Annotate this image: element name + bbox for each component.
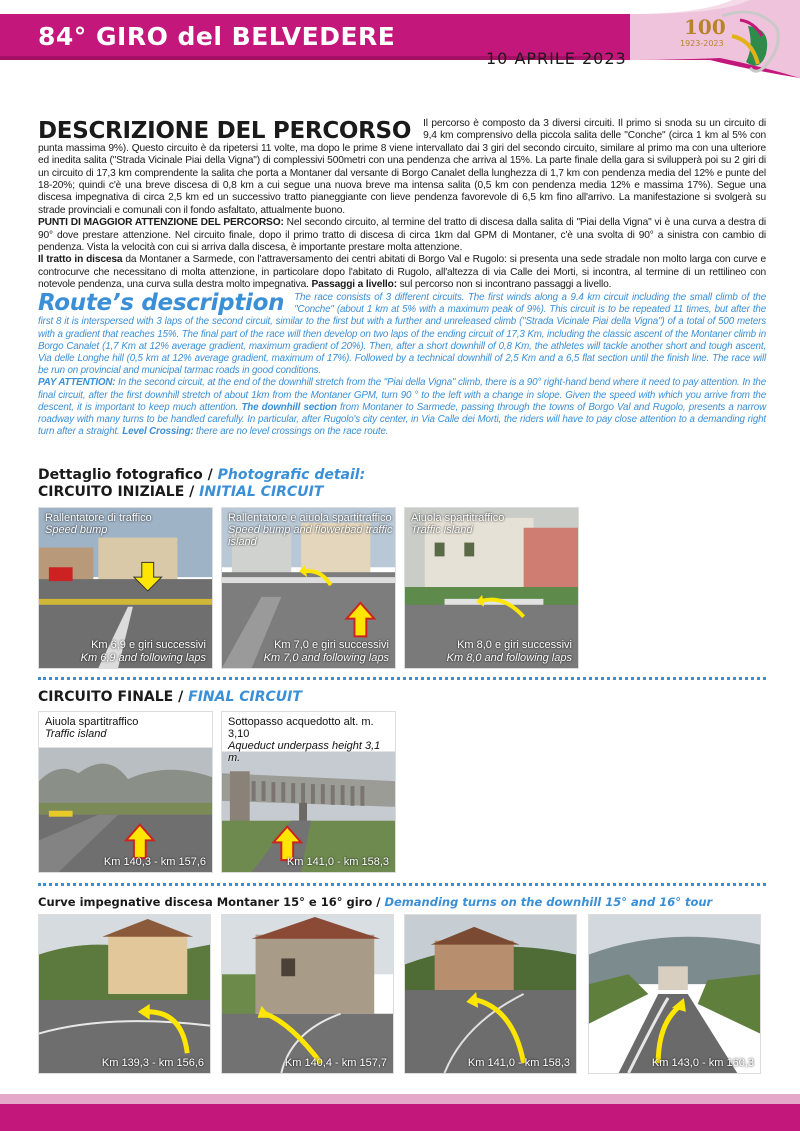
description-p3: Il tratto in discesa da Montaner a Sarmede, con l'attraversamento dei centri abitati di Borgo Val e Rugolo: si presenta una sede stradale non molto larga con curve e controcurve che necessitano di molta attenzione, in particolare dopo l'abitato di Rugolo, all'altezza di via Calle dei Morti, si incontra, al termine di un rettilineo con notevole pendenza, una curva sulla destra molto impegnativa. Passaggi a livello: sul percorso non si incontrano passaggi a livello. [38,254,766,291]
photo-initial-3 [404,507,579,669]
photo-turn-4-image [589,915,760,1073]
km-label: Km 139,3 - km 156,6 [101,1057,204,1069]
description-p1: Il percorso è composto da 3 diversi circuiti. Il primo si snoda su un circuito di 9,4 km comprensivo della piccola salita delle "Conche" (circa 1 km al 5% con punta massima 9%). Questo circuito è da ripetersi 11 volte, ma dopo le prime 8 viene intervallato dai 3 giri del secondo circuito, similare al primo ma con una ulteriore ed inedita salita ("Strada Vicinale Piai della Vigna") di complessivi 500metri con una pendenza che arriva al 15%. La parte finale della gara si svilupperà poi su 2 giri di un circuito di 17,3 km comprendente la salita che porta a Montaner dal versante di Borgo Canalet della lunghezza di 1,7 km con pendenza media del 12% e punte del 18-20%; quindi c'è una breve discesa di 0,8 km a cui segue una nuova breve ma intensa salita (0,5 km con pendenza media 12% e massima 17%). Segue una discesa impegnativa di circa 2,5 km ed un successivo tratto pianeggiante con lieve pendenza favorevole di 6,5 km fino all'arrivo. La manifestazione si svolgerà su strade provinciali e comunali con il fondo asfaltato, attualmente buono. [38,118,766,216]
route-title: Route’s description [38,290,285,316]
route-p1: The race consists of 3 different circuits. The first winds along a 9.4 km circuit including the small climb of the "Conche" (about 1 km at 5% with a maximum peak of 9%). This circuit is to be repeated 11 times, but after the first 8 it is interspersed with 3 laps of the second circuit, similar to the first but with a further and unreleased climb ("Strada Vicinale Piai della Vigna") of a total of 500 meters with a gradient that reaches 15%. The final part of the race will then develop on two laps of the ending circuit of 17,3 Km, including the classic ascent of the Montaner climb in Borgo Canalet (1,7 Km at 12% average gradient, maximum gradient of 20%). Then, after a short downhill of 0,8 Km, the athletes will tackle another short and tough ascent, Via delle Longhe hill (0,5 km at 12% average gradient, maximum of 17%). Followed by a technical downhill of 2,5 Km and a 6,5 flat section until the finish line. The race will be run on provincial and municipal tarmac roads in good conditions. [38,292,766,377]
footer-magenta-stripe [0,1104,800,1131]
route-p2: PAY ATTENTION: In the second circuit, at the end of the downhill stretch from the "Piai della Vigna" climb, there is a 90° right-hand bend where it need to pay attention. In the final circuit, after the first downhill stretch of about 1km from the Montaner GPM, turn 90 ° to the left with a change in slope. Given the speed with which you arrive from the descent, it is important to keep much attention. The downhill section from Montaner to Sarmede, passing through the towns of Borgo Val and Rugolo, presents a narrow roadway with many turns to be handled carefully. In particular, after Rugolo's city center, in Via Calle dei Morti, the riders will have to pay close attention to a demanding right turn after a straight. Level Crossing: there are no level crossings on the race route. [38,377,766,438]
km-label: Km 7,0 e giri successivi Km 7,0 and following laps [263,639,389,664]
description-it [38,118,766,292]
photo-final-1 [38,711,213,873]
centenary-logo [662,6,792,78]
km-label: Km 141,0 - km 158,3 [286,856,389,868]
photo-turn-4 [588,914,761,1074]
photo-turn-2 [221,914,394,1074]
km-label: Km 8,0 e giri successivi Km 8,0 and following laps [446,639,572,664]
description-title: DESCRIZIONE DEL PERCORSO [38,118,412,144]
final-circuit-heading: CIRCUITO FINALE / FINAL CIRCUIT [38,689,302,705]
photo-turn-1-image [39,915,210,1073]
km-label: Km 141,0 - km 158,3 [467,1057,570,1069]
photo-initial-1 [38,507,213,669]
logo-years: 1923-2023 [680,39,724,48]
turns-heading: Curve impegnative discesa Montaner 15° e 16° giro / Demanding turns on the downhill 15° and 16° tour [38,895,713,909]
km-label: Km 143,0 - km 160,3 [651,1057,754,1069]
photo-detail-heading: Dettaglio fotografico / Photografic detail: [38,467,366,483]
initial-circuit-heading: CIRCUITO INIZIALE / INITIAL CIRCUIT [38,484,324,500]
km-label: Km 140,3 - km 157,6 [103,856,206,868]
caption: Rallentatore e aiuola spartitraffico Speed bump and flowerbad traffic island [228,512,393,548]
description-en [38,292,766,438]
footer-band [0,1094,800,1131]
caption: Aiuola spartitraffico Traffic island [411,512,505,536]
dotted-separator [38,677,766,680]
header [0,0,800,78]
caption: Rallentatore di traffico Speed bump [45,512,152,536]
description-p2: PUNTI DI MAGGIOR ATTENZIONE DEL PERCORSO: Nel secondo circuito, al termine del tratto di discesa dalla salita di "Piai della Vigna" vi è una curva a destra di 90° dove prestare attenzione. Nel circuito finale, dopo il primo tratto di discesa di circa 1km dal GPM di Montaner, c'è una svolta di 90° a sinistra con cambio di pendenza. Vista la velocità con cui si arriva dalla discesa, è importante prestare molta attenzione. [38,217,766,254]
photo-turn-1 [38,914,211,1074]
km-label: Km 140,4 - km 157,7 [284,1057,387,1069]
dotted-separator [38,883,766,886]
photo-initial-2 [221,507,396,669]
event-title: 84° GIRO del BELVEDERE [38,22,396,51]
photo-turn-3 [404,914,577,1074]
photo-turn-2-image [222,915,393,1073]
caption: Sottopasso acquedotto alt. m. 3,10 Aqueduct underpass height 3,1 m. [228,716,381,764]
caption: Aiuola spartitraffico Traffic island [45,716,139,740]
footer-light-stripe [0,1094,800,1104]
logo-number: 100 [684,15,726,39]
km-label: Km 6,9 e giri successivi Km 6,9 and following laps [80,639,206,664]
photo-turn-3-image [405,915,576,1073]
photo-final-2 [221,711,396,873]
event-date: 10 APRILE 2023 [486,49,627,68]
